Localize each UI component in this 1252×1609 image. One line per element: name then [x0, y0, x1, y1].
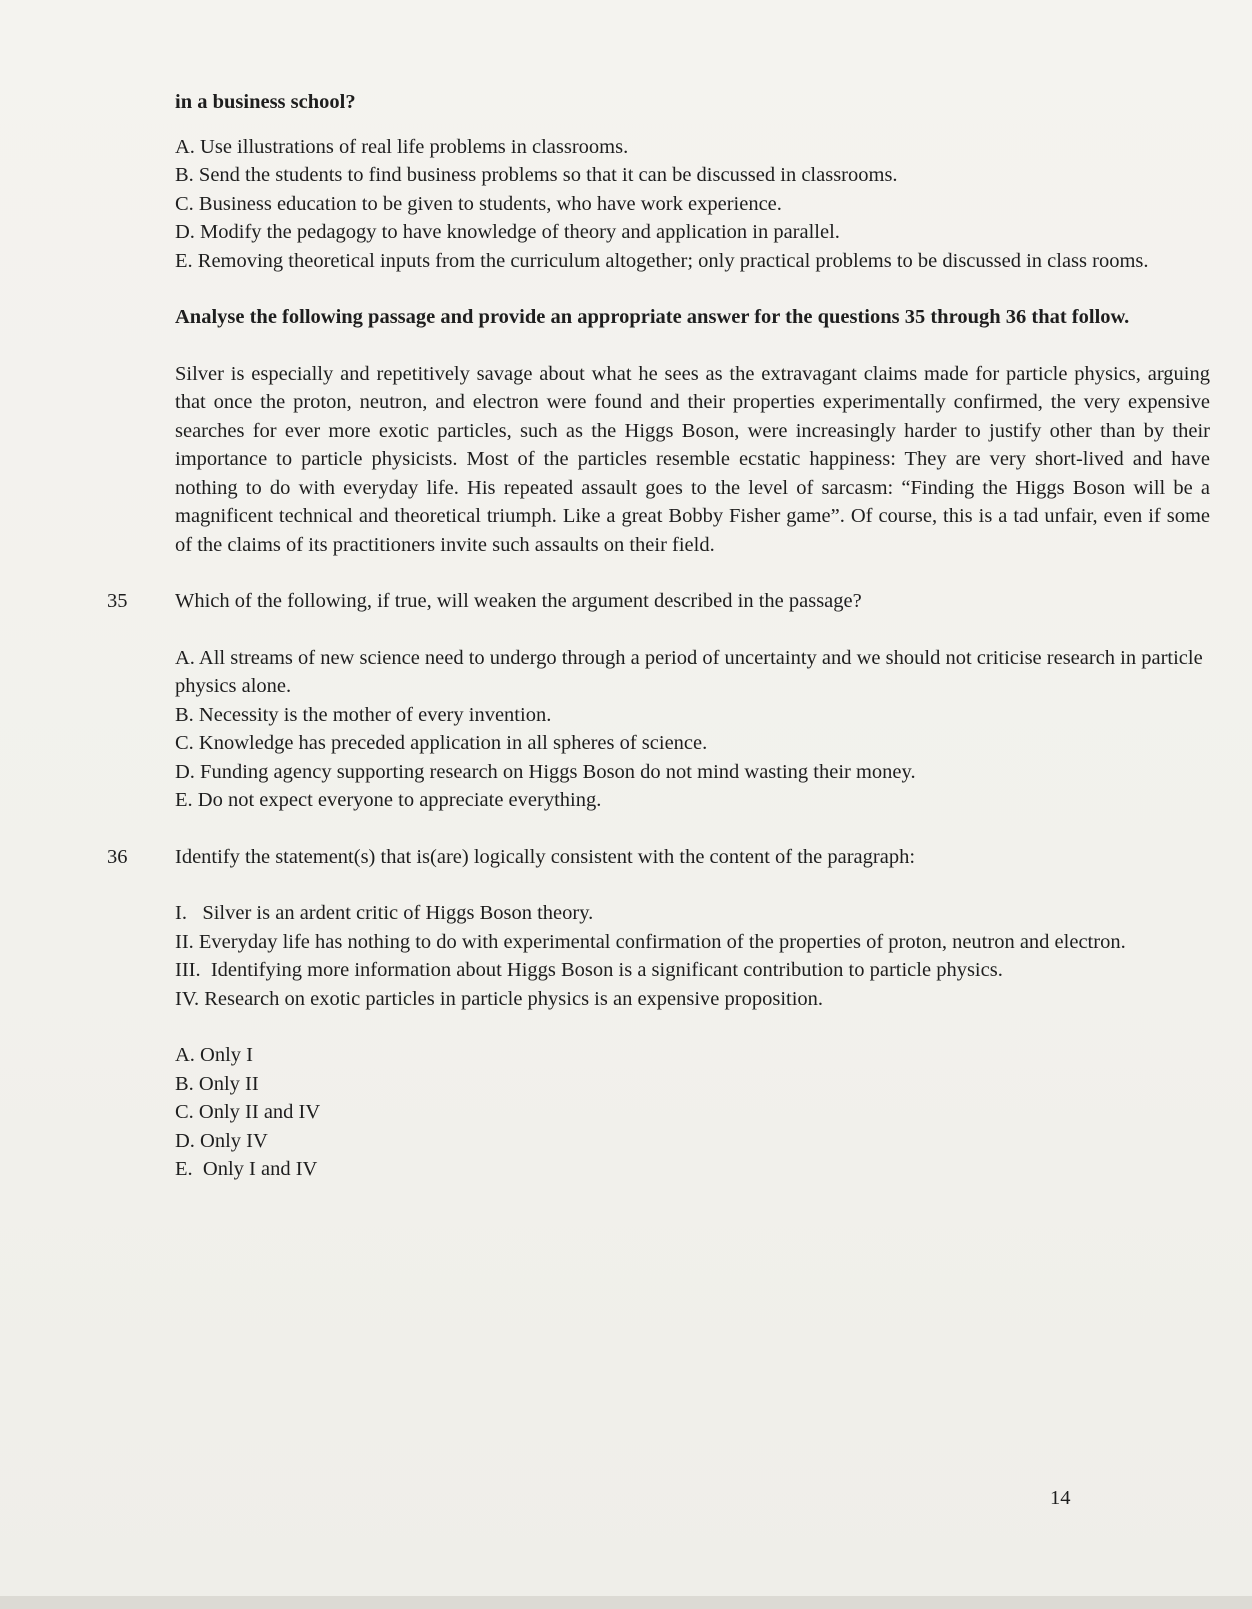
- q35-option-a: A. All streams of new science need to undergo through a period of uncertainty and we should not criticise research in particle physics alone.: [175, 646, 1203, 697]
- q36-statement-ii: II. Everyday life has nothing to do with experimental confirmation of the properties of proton, neutron and electron.: [175, 930, 1126, 953]
- q36-statement-iv: IV. Research on exotic particles in particle physics is an expensive proposition.: [175, 987, 824, 1010]
- q36-statement-i: I. Silver is an ardent critic of Higgs Boson theory.: [175, 902, 594, 924]
- q34-options: [175, 133, 1210, 276]
- q34-option-c: C. Business education to be given to students, who have work experience.: [175, 192, 782, 215]
- scan-edge: [0, 1596, 1252, 1609]
- question-35-text: Which of the following, if true, will weaken the argument described in the passage?: [175, 590, 862, 612]
- q36-options: [175, 1041, 1210, 1184]
- q34-option-e: E. Removing theoretical inputs from the curriculum altogether; only practical problems to be discussed in class rooms.: [175, 249, 1149, 272]
- q34-option-d: D. Modify the pedagogy to have knowledge of theory and application in parallel.: [175, 221, 840, 243]
- passage-text: Silver is especially and repetitively savage about what he sees as the extravagant claims made for particle physics, arguing that once the proton, neutron, and electron were found and their properties experimentally confirmed, the very expensive searches for ever more exotic particles, such as the Higgs Boson, were increasingly harder to justify other than by their importance to particle physicists. Most of the particles resemble ecstatic happiness: They are very short-lived and have nothing to do with everyday life. His repeated assault goes to the level of sarcasm: “Finding the Higgs Boson will be a magnificent technical and theoretical triumph. Like a great Bobby Fisher game”. Of course, this is a tad unfair, even if some of the claims of its practitioners invite such assaults on their field.: [175, 362, 1210, 556]
- passage-instruction: Analyse the following passage and provide an appropriate answer for the questions 35 through 36 that follow.: [175, 306, 1130, 328]
- q36-option-a: A. Only I: [175, 1044, 254, 1066]
- question-number-36: 36: [107, 845, 128, 868]
- q35-option-d: D. Funding agency supporting research on Higgs Boson do not mind wasting their money.: [175, 760, 916, 783]
- question-36: [107, 843, 1210, 872]
- page-number: 14: [1050, 1487, 1071, 1509]
- q35-options: [175, 644, 1210, 815]
- q36-option-c: C. Only II and IV: [175, 1101, 321, 1123]
- q35-option-e: E. Do not expect everyone to appreciate everything.: [175, 789, 602, 811]
- page-content: [107, 88, 1210, 1184]
- q36-option-d: D. Only IV: [175, 1129, 268, 1152]
- q34-option-a: A. Use illustrations of real life problems in classrooms.: [175, 135, 629, 158]
- q36-statement-iii: III. Identifying more information about Higgs Boson is a significant contribution to particle physics.: [175, 959, 1003, 981]
- q36-option-e: E. Only I and IV: [175, 1158, 318, 1180]
- question-35: [107, 587, 1210, 616]
- q36-statements: [175, 899, 1210, 1013]
- q34-option-b: B. Send the students to find business problems so that it can be discussed in classrooms.: [175, 164, 898, 186]
- q35-option-b: B. Necessity is the mother of every invention.: [175, 703, 552, 726]
- question-number-35: 35: [107, 590, 128, 612]
- question-36-text: Identify the statement(s) that is(are) logically consistent with the content of the paragraph:: [175, 845, 916, 868]
- q36-option-b: B. Only II: [175, 1072, 259, 1095]
- header-fragment: in a business school?: [175, 91, 356, 113]
- q35-option-c: C. Knowledge has preceded application in all spheres of science.: [175, 732, 708, 754]
